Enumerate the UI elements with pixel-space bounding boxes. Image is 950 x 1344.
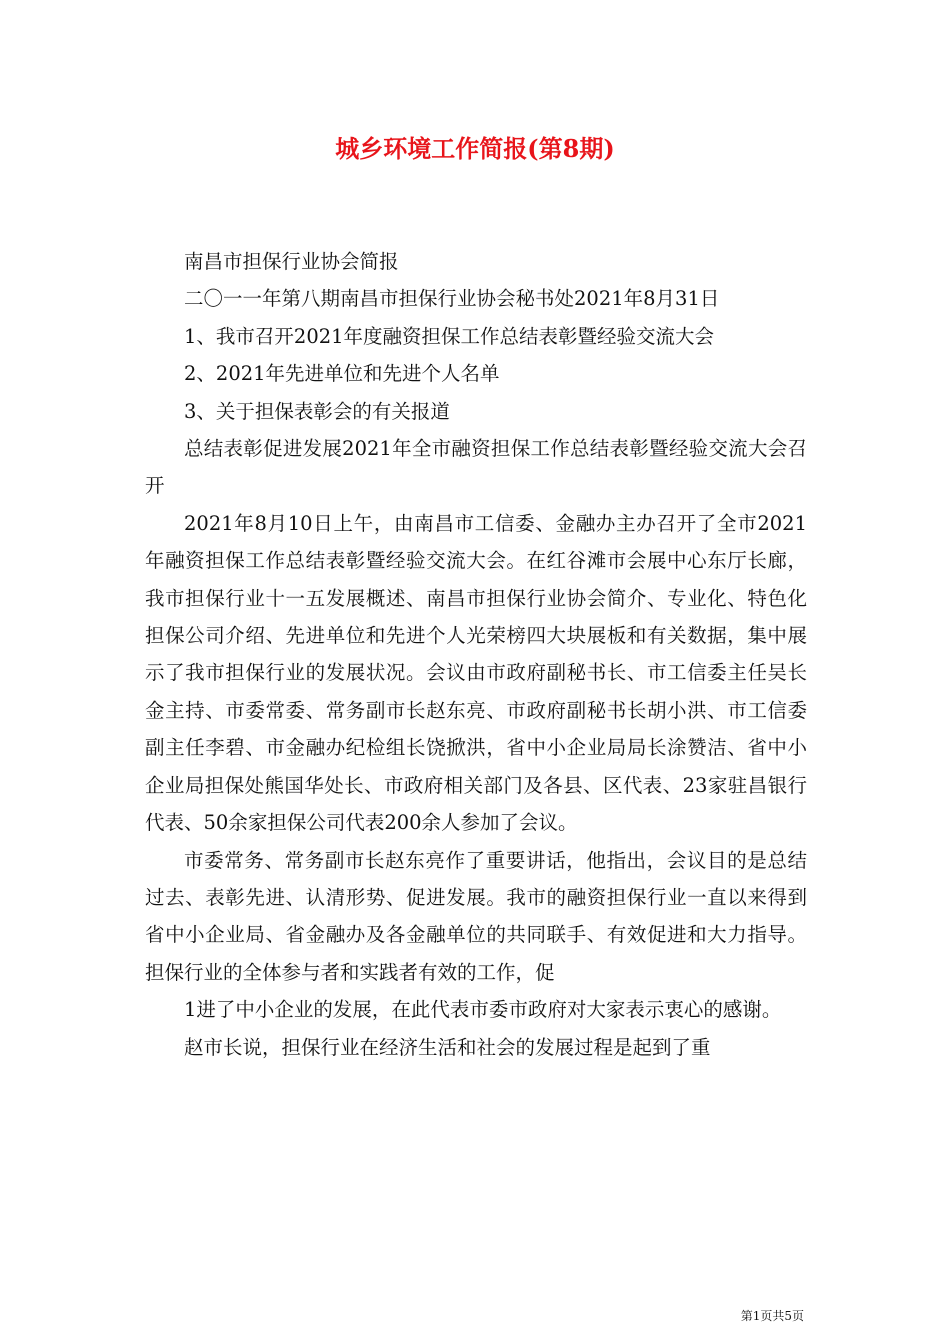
- paragraph-toc-item-3: 3、关于担保表彰会的有关报道: [184, 399, 450, 423]
- paragraph-toc-item-1: 1、我市召开2021年度融资担保工作总结表彰暨经验交流大会: [184, 324, 715, 348]
- paragraph-toc-item-2: 2、2021年先进单位和先进个人名单: [184, 362, 500, 386]
- paragraph-association-name: 南昌市担保行业协会简报: [184, 250, 399, 273]
- paragraph-thanks: 1进了中小企业的发展，在此代表市委市政府对大家表示衷心的感谢。: [184, 998, 782, 1022]
- document-body: [145, 243, 807, 1066]
- paragraph-meeting-report: 2021年8月10日上午，由南昌市工信委、金融办主办召开了全市2021年融资担保工作总结表彰暨经验交流大会。在红谷滩市会展中心东厅长廊，我市担保行业十一五发展概述、南昌市担保行业协会简介、专业化、特色化担保公司介绍、先进单位和先进个人光荣榜四大块展板和有关数据，集中展示了我市担保行业的发展状况。会议由市政府副秘书长、市工信委主任吴长金主持、市委常委、常务副市长赵东亮、市政府副秘书长胡小洪、市工信委副主任李碧、市金融办纪检组长饶掀洪，省中小企业局局长涂赞洁、省中小企业局担保处熊国华处长、市政府相关部门及各县、区代表、23家驻昌银行代表、50余家担保公司代表200余人参加了会议。: [145, 511, 807, 835]
- paragraph-speech: 市委常务、常务副市长赵东亮作了重要讲话，他指出，会议目的是总结过去、表彰先进、认清形势、促进发展。我市的融资担保行业一直以来得到省中小企业局、省金融办及各金融单位的共同联手、有效促进和大力指导。担保行业的全体参与者和实践者有效的工作，促: [145, 848, 807, 984]
- paragraph-mayor-remarks: 赵市长说，担保行业在经济生活和社会的发展过程是起到了重: [184, 1035, 711, 1059]
- document-title: 城乡环境工作简报(第8期): [335, 134, 615, 163]
- paragraph-section-heading: 总结表彰促进发展2021年全市融资担保工作总结表彰暨经验交流大会召开: [145, 437, 807, 498]
- paragraph-issue-info: 二〇一一年第八期南昌市担保行业协会秘书处2021年8月31日: [184, 287, 720, 311]
- page-number: 第1页共5页: [740, 1309, 804, 1323]
